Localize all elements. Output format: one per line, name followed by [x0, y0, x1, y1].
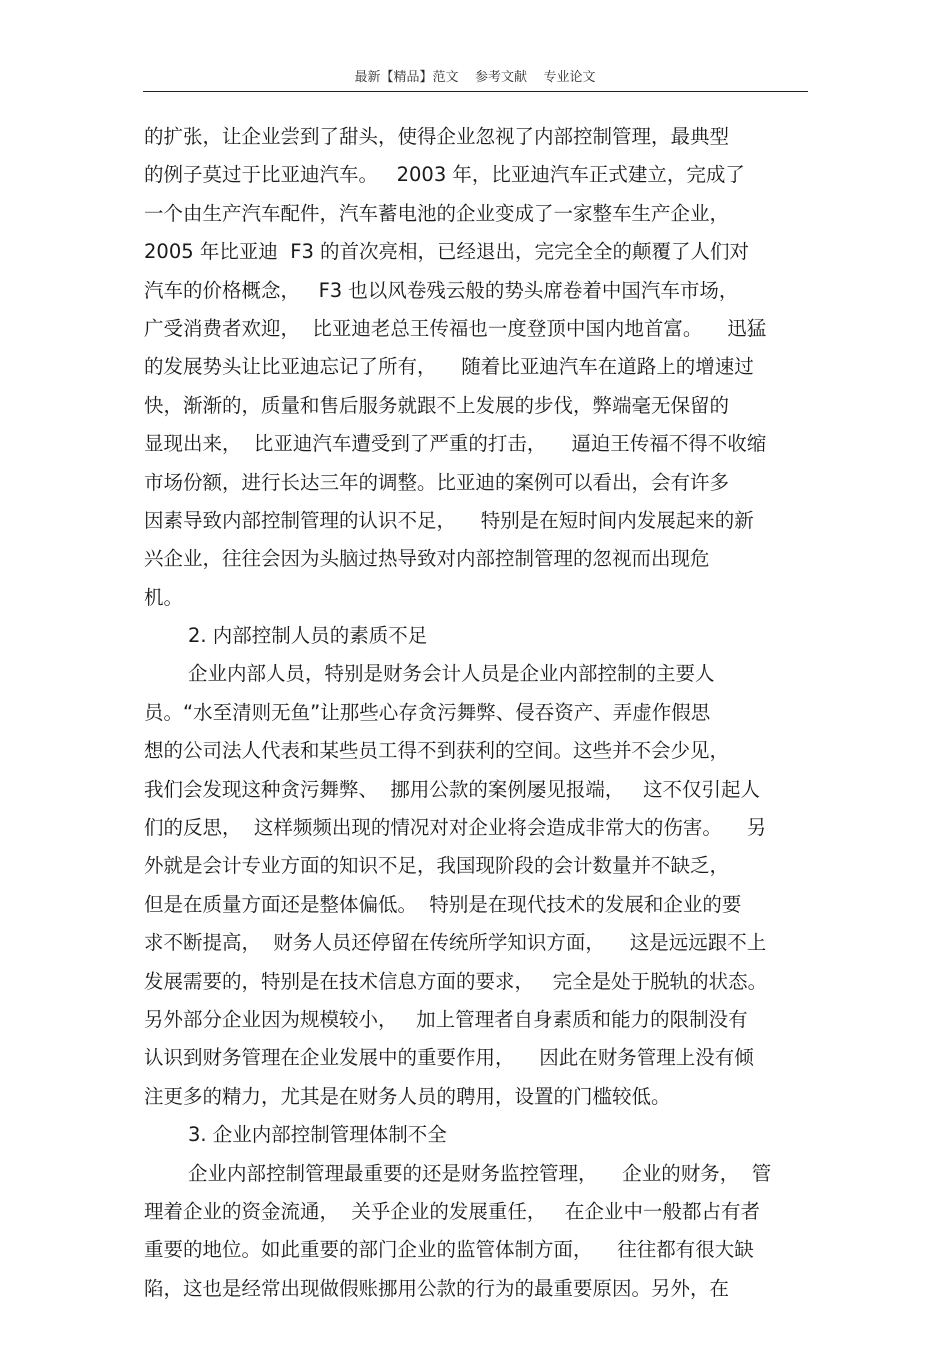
- text-line: 另外部分企业因为规模较小， 加上管理者自身素质和能力的限制没有: [144, 1007, 748, 1031]
- text-line: 显现出来， 比亚迪汽车遭受到了严重的打击， 逼迫王传福不得不收缩: [144, 432, 767, 456]
- text-line: 的发展势头让比亚迪忘记了所有， 随着比亚迪汽车在道路上的增速过: [144, 355, 754, 379]
- text-line: 广受消费者欢迎， 比亚迪老总王传福也一度登顶中国内地首富。 迅猛: [144, 316, 767, 340]
- text-line: 因素导致内部控制管理的认识不足， 特别是在短时间内发展起来的新: [144, 508, 754, 532]
- text-line: 理着企业的资金流通， 关乎企业的发展重任， 在企业中一般都占有者: [144, 1199, 760, 1223]
- text-line: 机。: [144, 585, 184, 609]
- text-line: 我们会发现这种贪污舞弊、 挪用公款的案例屡见报端， 这不仅引起人: [144, 777, 760, 801]
- text-line: 陷，这也是经常出现做假账挪用公款的行为的最重要原因。另外，在: [144, 1276, 730, 1300]
- text-line: 注更多的精力，尤其是在财务人员的聘用，设置的门槛较低。: [144, 1084, 671, 1108]
- text-line: 的例子莫过于比亚迪汽车。 2003 年，比亚迪汽车正式建立，完成了: [144, 163, 745, 187]
- header-divider: [143, 91, 808, 92]
- text-line: 企业内部人员，特别是财务会计人员是企业内部控制的主要人: [188, 662, 715, 686]
- text-line: 兴企业，往往会因为头脑过热导致对内部控制管理的忽视而出现危: [144, 547, 710, 571]
- text-line: 员。“水至清则无鱼”让那些心存贪污舞弊、侵吞资产、弄虚作假思: [144, 700, 711, 724]
- text-line: 求不断提高， 财务人员还停留在传统所学知识方面， 这是远远跟不上: [144, 931, 767, 955]
- text-line: 但是在质量方面还是整体偏低。 特别是在现代技术的发展和企业的要: [144, 892, 742, 916]
- text-line: 的扩张，让企业尝到了甜头，使得企业忽视了内部控制管理，最典型: [144, 125, 730, 148]
- section-heading: 2. 内部控制人员的素质不足: [188, 624, 428, 648]
- text-line: 市场份额，进行长达三年的调整。比亚迪的案例可以看出，会有许多: [144, 470, 730, 494]
- text-line: 企业内部控制管理最重要的还是财务监控管理， 企业的财务， 管: [188, 1161, 772, 1185]
- text-line: 发展需要的，特别是在技术信息方面的要求， 完全是处于脱轨的状态。: [144, 969, 768, 993]
- text-line: 认识到财务管理在企业发展中的重要作用， 因此在财务管理上没有倾: [144, 1046, 754, 1070]
- document-body: [144, 118, 808, 1308]
- text-line: 们的反思， 这样频频出现的情况对对企业将会造成非常大的伤害。 另: [144, 816, 767, 840]
- text-line: 一个由生产汽车配件，汽车蓄电池的企业变成了一家整车生产企业，: [144, 201, 730, 225]
- text-line: 汽车的价格概念， F3 也以风卷残云般的势头席卷着中国汽车市场，: [144, 278, 739, 302]
- section-heading: 3. 企业内部控制管理体制不全: [188, 1123, 447, 1147]
- text-line: 快，渐渐的，质量和售后服务就跟不上发展的步伐，弊端毫无保留的: [144, 393, 730, 417]
- text-line: 重要的地位。如此重要的部门企业的监管体制方面， 往往都有很大缺: [144, 1238, 754, 1262]
- text-line: 2005 年比亚迪 F3 的首次亮相，已经退出，完完全全的颠覆了人们对: [144, 240, 750, 264]
- page-header: 最新【精品】范文 参考文献 专业论文: [354, 70, 596, 85]
- text-line: 想的公司法人代表和某些员工得不到获利的空间。这些并不会少见，: [144, 739, 730, 763]
- text-line: 外就是会计专业方面的知识不足，我国现阶段的会计数量并不缺乏，: [144, 854, 730, 878]
